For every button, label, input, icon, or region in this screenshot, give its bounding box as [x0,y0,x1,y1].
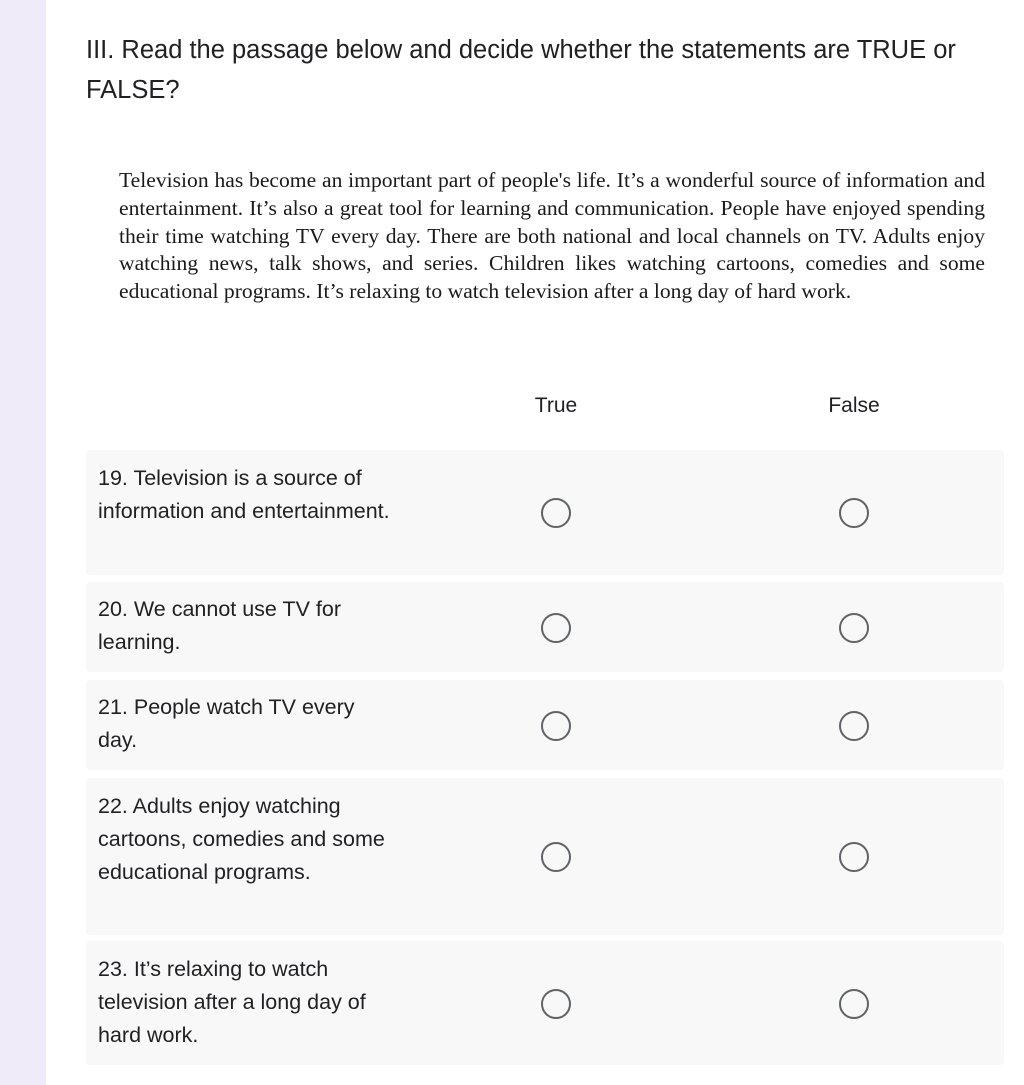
question-card [48,0,1024,1085]
radio-row-21-false[interactable] [839,711,869,741]
radio-row-23-false[interactable] [839,989,869,1019]
form-left-rail [0,0,46,1085]
radio-row-19-true[interactable] [541,498,571,528]
grid-row-22 [86,778,1004,935]
grid-row-21 [86,680,1004,770]
column-header-true: True [534,394,578,417]
grid-row-20 [86,582,1004,672]
radio-row-19-false[interactable] [839,498,869,528]
radio-row-22-false[interactable] [839,842,869,872]
statement-label: 19. Television is a source of information and entertainment. [98,466,390,523]
statement-label: 20. We cannot use TV for learning. [98,597,342,654]
radio-row-23-true[interactable] [541,989,571,1019]
radio-row-22-true[interactable] [541,842,571,872]
radio-row-20-false[interactable] [839,613,869,643]
statement-label: 21. People watch TV every day. [98,695,355,752]
column-header-false: False [828,394,880,417]
radio-row-21-true[interactable] [541,711,571,741]
grid-row-23 [86,941,1004,1065]
statement-label: 23. It’s relaxing to watch television after a long day of hard work. [98,957,366,1047]
statement-label: 22. Adults enjoy watching cartoons, comedies and some educational programs. [98,794,385,884]
question-title: III. Read the passage below and decide whether the statements are TRUE or FALSE? [86,36,956,104]
radio-row-20-true[interactable] [541,613,571,643]
reading-passage: Television has become an important part of people's life. It’s a wonderful source of information and entertainment. It’s also a great tool for learning and communication. People have enjoyed spending their time watching TV every day. There are both national and local channels on TV. Adults enjoy watching news, talk shows, and series. Children likes watching cartoons, comedies and some educational programs. It’s relaxing to watch television after a long day of hard work. [119,168,985,304]
grid-row-19 [86,450,1004,575]
